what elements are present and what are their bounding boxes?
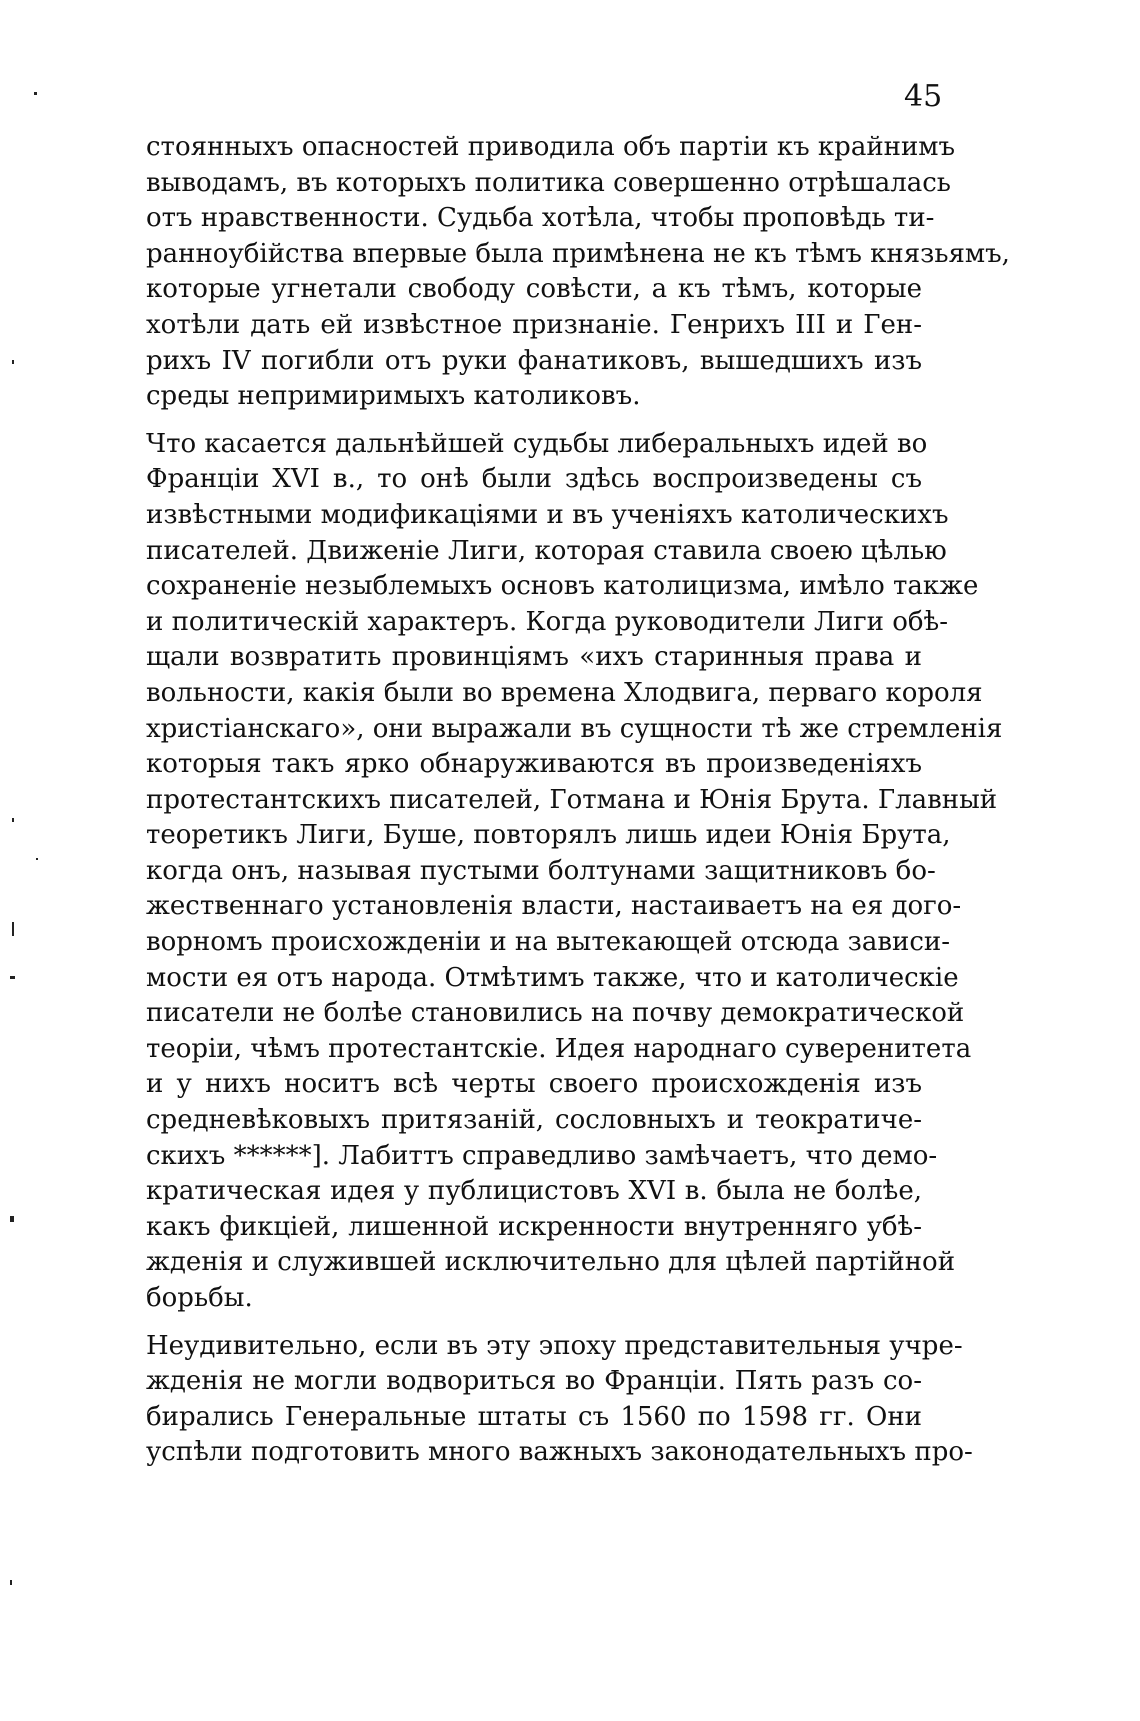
- text-line: и у нихъ носитъ всѣ черты своего происхожденія изъ: [146, 1069, 922, 1100]
- text-line: жденія и служившей исключительно для цѣлей партійной: [146, 1247, 956, 1278]
- text-line: писателей. Движеніе Лиги, которая ставила своею цѣлью: [146, 535, 947, 566]
- text-line: ворномъ происхожденіи и на вытекающей отсюда зависи-: [146, 927, 950, 958]
- text-line: борьбы.: [146, 1283, 253, 1313]
- scan-speck: [10, 976, 15, 979]
- text-line: которые угнетали свободу совѣсти, а къ тѣмъ, которые: [146, 274, 922, 305]
- scan-speck: [36, 858, 38, 860]
- text-line: ранноубійства впервые была примѣнена не къ тѣмъ князьямъ,: [146, 238, 1010, 269]
- scan-speck: [34, 92, 37, 95]
- text-line: когда онъ, называя пустыми болтунами защитниковъ бо-: [146, 855, 936, 886]
- text-line: отъ нравственности. Судьба хотѣла, чтобы проповѣдь ти-: [146, 203, 935, 234]
- text-line: щали возвратить провинціямъ «ихъ старинныя права и: [146, 642, 922, 673]
- text-line: бирались Генеральные штаты съ 1560 по 1598 гг. Они: [146, 1401, 922, 1432]
- text-line: и политическій характеръ. Когда руководители Лиги обѣ-: [146, 606, 949, 637]
- paragraph: [146, 130, 1010, 415]
- text-line: кратическая идея у публицистовъ XVI в. была не болѣе,: [146, 1176, 922, 1207]
- text-line: вольности, какія были во времена Хлодвига, перваго короля: [146, 677, 983, 708]
- page-number: 45: [904, 79, 943, 114]
- text-line: писатели не болѣе становились на почву демократической: [146, 998, 965, 1029]
- text-line: Франціи XVI в., то онѣ были здѣсь воспроизведены съ: [146, 464, 922, 495]
- text-line: извѣстными модификаціями и въ ученіяхъ католическихъ: [146, 499, 949, 530]
- paragraph: [146, 1329, 973, 1471]
- text-line: Что касается дальнѣйшей судьбы либеральныхъ идей во: [146, 428, 928, 459]
- text-line: теоріи, чѣмъ протестантскіе. Идея народнаго суверенитета: [146, 1033, 972, 1064]
- paragraph: [146, 427, 1003, 1317]
- page-body: [146, 130, 1010, 1483]
- text-line: рихъ IV погибли отъ руки фанатиковъ, вышедшихъ изъ: [146, 345, 922, 376]
- text-line: христіанскаго», они выражали въ сущности тѣ же стремленія: [146, 713, 1003, 744]
- text-line: жденія не могли водвориться во Франціи. Пять разъ со-: [146, 1366, 922, 1397]
- text-line: сохраненіе незыблемыхъ основъ католицизма, имѣло также: [146, 571, 979, 602]
- scan-speck: [12, 818, 14, 822]
- text-line: протестантскихъ писателей, Готмана и Юнія Брута. Главный: [146, 784, 998, 815]
- text-line: успѣли подготовить много важныхъ законодательныхъ про-: [146, 1437, 973, 1468]
- text-line: скихъ ******]. Лабиттъ справедливо замѣчаетъ, что демо-: [146, 1140, 938, 1171]
- text-line: какъ фикціей, лишенной искренности внутренняго убѣ-: [146, 1211, 922, 1242]
- text-line: Неудивительно, если въ эту эпоху представительныя учре-: [146, 1330, 963, 1361]
- text-line: теоретикъ Лиги, Буше, повторялъ лишь идеи Юнія Брута,: [146, 820, 951, 851]
- text-line: жественнаго установленія власти, настаиваетъ на ея дого-: [146, 891, 962, 922]
- text-line: выводамъ, въ которыхъ политика совершенно отрѣшалась: [146, 167, 951, 198]
- text-line: хотѣли дать ей извѣстное признаніе. Генрихъ III и Ген-: [146, 309, 922, 340]
- scan-speck: [10, 1580, 12, 1585]
- scan-speck: [12, 922, 14, 936]
- scan-speck: [12, 360, 14, 364]
- text-line: средневѣковыхъ притязаній, сословныхъ и теократиче-: [146, 1105, 922, 1136]
- text-line: мости ея отъ народа. Отмѣтимъ также, что и католическіе: [146, 962, 959, 993]
- scan-speck: [10, 1216, 14, 1222]
- text-line: которыя такъ ярко обнаруживаются въ произведеніяхъ: [146, 749, 922, 780]
- text-line: среды непримиримыхъ католиковъ.: [146, 381, 641, 412]
- text-line: стоянныхъ опасностей приводила объ партіи къ крайнимъ: [146, 132, 956, 162]
